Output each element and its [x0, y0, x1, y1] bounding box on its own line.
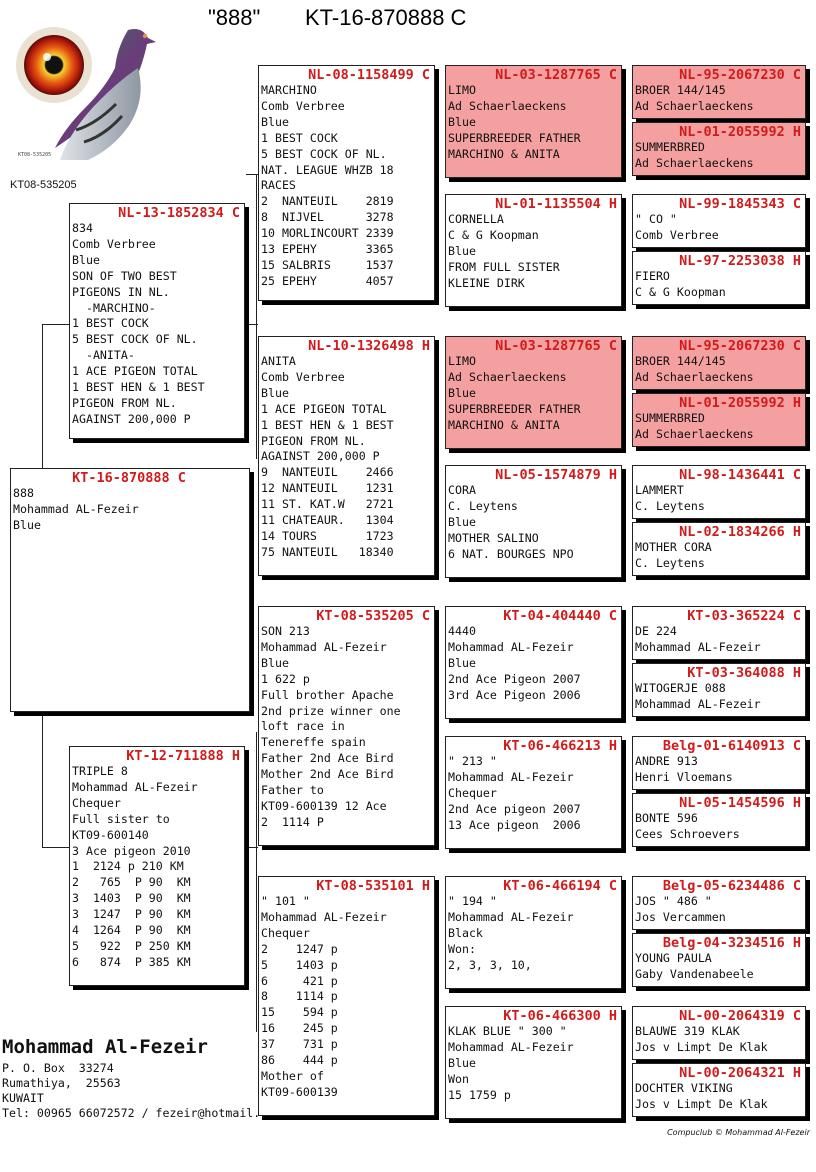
sire-card[interactable]	[69, 203, 245, 439]
info-line: 8 1114 p	[261, 989, 338, 1004]
owner-name: Mohammad Al-Fezeir	[2, 1036, 208, 1058]
info-line: 1 BEST HEN & 1 BEST	[72, 380, 205, 395]
ring-number: NL-00-2064321 H	[679, 1065, 801, 1081]
great-grandparent-card[interactable]	[445, 876, 622, 989]
ring-number: KT-06-466194 C	[503, 878, 617, 894]
photo-caption: KT08-535205	[18, 152, 52, 158]
info-line: 1 BEST COCK	[261, 130, 338, 145]
ring-number: NL-02-1834266 H	[679, 524, 801, 540]
info-line: Blue	[448, 655, 476, 670]
great-grandparent-card[interactable]	[445, 194, 622, 307]
info-line: 2nd Ace Pigeon 2007	[448, 671, 581, 686]
ring-number: NL-08-1158499 C	[308, 67, 430, 83]
grandparent-card[interactable]	[258, 65, 435, 301]
connector	[256, 174, 257, 459]
info-line: MARCHINO & ANITA	[448, 417, 560, 432]
info-line: Cees Schroevers	[635, 826, 740, 841]
info-line: 5 BEST COCK OF NL.	[72, 332, 198, 347]
info-line: 3rd Ace Pigeon 2006	[448, 687, 581, 702]
info-line: Ad Schaerlaeckens	[448, 369, 567, 384]
info-line: 2, 3, 3, 10,	[448, 957, 532, 972]
info-line: C & G Koopman	[448, 227, 539, 242]
info-line: DE 224	[635, 624, 677, 638]
info-line: Comb Verbree	[635, 227, 719, 242]
info-line: 1 ACE PIGEON TOTAL	[72, 364, 198, 379]
info-line: " 101 "	[261, 894, 310, 908]
ring-number: NL-00-2064319 C	[679, 1008, 801, 1024]
info-line: 8 NIJVEL 3278	[261, 210, 394, 225]
info-line: Mohammad AL-Fezeir	[261, 909, 387, 924]
info-line: Father to	[261, 783, 324, 798]
great-grandparent-card[interactable]	[445, 736, 622, 849]
info-line: Won:	[448, 941, 476, 956]
info-line: Mohammad AL-Fezeir	[261, 639, 387, 654]
info-line: 15 1759 p	[448, 1087, 511, 1102]
info-line: NAT. LEAGUE WHZB 18	[261, 162, 394, 177]
info-line: 5 1403 p	[261, 957, 338, 972]
info-line: SON 213	[261, 624, 310, 638]
ring-number: NL-98-1436441 C	[679, 467, 801, 483]
info-line: 4440	[448, 624, 476, 638]
info-line: Blue	[72, 252, 100, 267]
info-line: KT09-600140	[72, 827, 149, 842]
info-line: 13 EPEHY 3365	[261, 242, 394, 257]
gg-grandparent-card[interactable]	[632, 522, 806, 576]
ring-number: NL-95-2067230 C	[679, 338, 801, 354]
info-line: Father 2nd Ace Bird	[261, 751, 394, 766]
info-line: SUPERBREEDER FATHER	[448, 401, 581, 416]
connector	[256, 732, 257, 1032]
info-line: Blue	[448, 243, 476, 258]
info-line: 1 BEST COCK	[72, 316, 149, 331]
info-line: ANDRE 913	[635, 754, 698, 768]
info-line: Mohammad AL-Fezeir	[448, 769, 574, 784]
info-line: 834	[72, 221, 93, 235]
info-line: 37 731 p	[261, 1037, 338, 1052]
owner-contact	[2, 1061, 260, 1121]
info-line: ANITA	[261, 354, 296, 368]
info-line: 16 245 p	[261, 1021, 338, 1036]
photo-label: KT08-535205	[10, 179, 77, 191]
info-line: 86 444 p	[261, 1053, 338, 1068]
great-grandparent-card[interactable]	[445, 1006, 622, 1119]
great-grandparent-card[interactable]	[445, 65, 622, 178]
info-line: Comb Verbree	[72, 236, 156, 251]
info-line: " CO "	[635, 212, 677, 226]
info-line: Mohammad AL-Fezeir	[448, 1039, 574, 1054]
info-line: TRIPLE 8	[72, 764, 128, 778]
info-line: SUPERBREEDER FATHER	[448, 130, 581, 145]
connector	[42, 847, 69, 848]
great-grandparent-card[interactable]	[445, 465, 622, 578]
info-line: Blue	[448, 385, 476, 400]
info-line: 11 CHATEAUR. 1304	[261, 513, 394, 528]
info-line: -MARCHINO-	[72, 300, 156, 315]
info-line: 25 EPEHY 4057	[261, 273, 394, 288]
pigeon-photo	[6, 10, 166, 168]
grandparent-card[interactable]	[258, 336, 435, 576]
ring-number: NL-99-1845343 C	[679, 196, 801, 212]
info-line: 2 765 P 90 KM	[72, 875, 191, 890]
info-line: Mohammad AL-Fezeir	[13, 501, 139, 516]
info-line: Ad Schaerlaeckens	[635, 369, 754, 384]
info-line: 15 SALBRIS 1537	[261, 257, 394, 272]
connector	[42, 324, 69, 325]
ring-number: NL-95-2067230 C	[679, 67, 801, 83]
info-line: Ad Schaerlaeckens	[635, 98, 754, 113]
info-line: " 194 "	[448, 894, 497, 908]
info-line: Blue	[448, 1055, 476, 1070]
info-line: Full brother Apache	[261, 687, 394, 702]
info-line: Full sister to	[72, 811, 170, 826]
info-line: Chequer	[448, 785, 497, 800]
pigeon-name-title: "888"	[208, 5, 261, 30]
ring-number: KT-06-466300 H	[503, 1008, 617, 1024]
footer-credit: Compuclub © Mohammad Al-Fezeir	[667, 1128, 810, 1137]
info-line: Jos v Limpt De Klak	[635, 1039, 768, 1054]
info-line: C & G Koopman	[635, 284, 726, 299]
info-line: 6 NAT. BOURGES NPO	[448, 546, 574, 561]
info-line: Chequer	[72, 795, 121, 810]
info-line: SUMMERBRED	[635, 411, 705, 425]
info-line: WITOGERJE 088	[635, 681, 726, 695]
info-line: -ANITA-	[72, 348, 135, 363]
connector	[42, 324, 43, 469]
ring-number: KT-16-870888 C	[72, 470, 186, 486]
gg-grandparent-card[interactable]	[632, 933, 806, 987]
info-line: 3 1403 P 90 KM	[72, 891, 191, 906]
info-line: 5 BEST COCK OF NL.	[261, 146, 387, 161]
info-line: Blue	[448, 514, 476, 529]
info-line: 10 MORLINCOURT 2339	[261, 226, 394, 241]
info-line: CORNELLA	[448, 212, 504, 226]
info-line: PIGEON FROM NL.	[72, 395, 177, 410]
info-line: 13 Ace pigeon 2006	[448, 817, 581, 832]
info-line: C. Leytens	[635, 498, 705, 513]
info-line: Mohammad AL-Fezeir	[635, 696, 761, 711]
info-line: MARCHINO	[261, 83, 317, 97]
info-line: LIMO	[448, 354, 476, 368]
info-line: Blue	[13, 517, 41, 532]
info-line: 3 1247 P 90 KM	[72, 907, 191, 922]
owner-phone-email: Tel: 00965 66072572 / fezeir@hotmail.	[2, 1106, 261, 1120]
ring-number: KT-06-466213 H	[503, 738, 617, 754]
info-line: 15 594 p	[261, 1005, 338, 1020]
ring-number: KT-12-711888 H	[126, 748, 240, 764]
info-line: 1 BEST HEN & 1 BEST	[261, 417, 394, 432]
info-line: 11 ST. KAT.W 2721	[261, 497, 394, 512]
gg-grandparent-card[interactable]	[632, 876, 806, 930]
info-line: DOCHTER VIKING	[635, 1081, 733, 1095]
ring-number: NL-05-1454596 H	[679, 795, 801, 811]
info-line: Ad Schaerlaeckens	[448, 98, 567, 113]
info-line: RACES	[261, 178, 296, 193]
info-line: 6 421 p	[261, 973, 338, 988]
ring-number: NL-10-1326498 H	[308, 338, 430, 354]
gg-grandparent-card[interactable]	[632, 1063, 806, 1117]
ring-number: Belg-01-6140913 C	[662, 738, 801, 754]
ring-number: NL-03-1287765 C	[495, 67, 617, 83]
ring-number: NL-01-2055992 H	[679, 124, 801, 140]
ring-number: NL-01-1135504 H	[495, 196, 617, 212]
info-line: Jos v Limpt De Klak	[635, 1096, 768, 1111]
gg-grandparent-card[interactable]	[632, 663, 806, 717]
connector	[42, 712, 43, 847]
info-line: 2nd prize winner one	[261, 703, 401, 718]
gg-grandparent-card[interactable]	[632, 736, 806, 790]
info-line: Black	[448, 925, 483, 940]
ring-number: Belg-05-6234486 C	[662, 878, 801, 894]
info-line: MOTHER SALINO	[448, 530, 539, 545]
gg-grandparent-card[interactable]	[632, 465, 806, 519]
info-line: BROER 144/145	[635, 83, 726, 97]
info-line: LIMO	[448, 83, 476, 97]
info-line: " 213 "	[448, 754, 497, 768]
info-line: KLEINE DIRK	[448, 275, 525, 290]
ring-number: NL-03-1287765 C	[495, 338, 617, 354]
info-line: 2nd Ace pigeon 2007	[448, 801, 581, 816]
info-line: Won	[448, 1071, 469, 1086]
ring-number: NL-01-2055992 H	[679, 395, 801, 411]
info-line: Comb Verbree	[261, 369, 345, 384]
info-line: 3 Ace pigeon 2010	[72, 843, 191, 858]
info-line: Mother of	[261, 1068, 324, 1083]
info-line: 2 1114 P	[261, 814, 324, 829]
info-line: AGAINST 200,000 P	[261, 449, 380, 464]
info-line: 1 622 p	[261, 671, 310, 686]
info-line: BONTE 596	[635, 811, 698, 825]
info-line: Ad Schaerlaeckens	[635, 426, 754, 441]
info-line: JOS " 486 "	[635, 894, 712, 908]
info-line: Blue	[261, 655, 289, 670]
info-line: FROM FULL SISTER	[448, 259, 560, 274]
ring-number: NL-05-1574879 H	[495, 467, 617, 483]
pigeon-ring-title: KT-16-870888 C	[305, 5, 467, 30]
info-line: SUMMERBRED	[635, 140, 705, 154]
info-line: AGAINST 200,000 P	[72, 411, 191, 426]
info-line: FIERO	[635, 269, 670, 283]
info-line: 5 922 P 250 KM	[72, 938, 191, 953]
info-line: Mohammad AL-Fezeir	[72, 779, 198, 794]
ring-number: KT-03-365224 C	[687, 608, 801, 624]
info-line: 9 NANTEUIL 2466	[261, 465, 394, 480]
gg-grandparent-card[interactable]	[632, 1006, 806, 1060]
info-line: loft race in	[261, 719, 345, 734]
info-line: 888	[13, 486, 34, 500]
great-grandparent-card[interactable]	[445, 336, 622, 449]
gg-grandparent-card[interactable]	[632, 65, 806, 119]
info-line: Blue	[261, 114, 289, 129]
info-line: KT09-600139	[261, 1084, 338, 1099]
gg-grandparent-card[interactable]	[632, 606, 806, 660]
info-line: MOTHER CORA	[635, 540, 712, 554]
ring-number: NL-13-1852834 C	[118, 205, 240, 221]
info-line: LAMMERT	[635, 483, 684, 497]
gg-grandparent-card[interactable]	[632, 251, 806, 305]
info-line: 4 1264 P 90 KM	[72, 923, 191, 938]
info-line: SON OF TWO BEST	[72, 268, 177, 283]
info-line: BLAUWE 319 KLAK	[635, 1024, 740, 1038]
gg-grandparent-card[interactable]	[632, 122, 806, 176]
info-line: KLAK BLUE " 300 "	[448, 1024, 567, 1038]
info-line: MARCHINO & ANITA	[448, 146, 560, 161]
ring-number: KT-08-535205 C	[316, 608, 430, 624]
ring-number: KT-04-404440 C	[503, 608, 617, 624]
info-line: Mother 2nd Ace Bird	[261, 767, 394, 782]
info-line: Blue	[448, 114, 476, 129]
info-line: Mohammad AL-Fezeir	[448, 639, 574, 654]
info-line: 12 NANTEUIL 1231	[261, 481, 394, 496]
info-line: Jos Vercammen	[635, 909, 726, 924]
owner-address-line: KUWAIT	[2, 1091, 44, 1105]
info-line: Tenereffe spain	[261, 735, 366, 750]
ring-number: Belg-04-3234516 H	[662, 935, 801, 951]
info-line: Comb Verbree	[261, 98, 345, 113]
info-line: PIGEON FROM NL.	[261, 433, 366, 448]
info-line: BROER 144/145	[635, 354, 726, 368]
info-line: Mohammad AL-Fezeir	[448, 909, 574, 924]
info-line: 1 ACE PIGEON TOTAL	[261, 401, 387, 416]
info-line: Mohammad AL-Fezeir	[635, 639, 761, 654]
ring-number: KT-03-364088 H	[687, 665, 801, 681]
info-line: C. Leytens	[635, 555, 705, 570]
info-line: PIGEONS IN NL.	[72, 284, 170, 299]
info-line: 2 1247 p	[261, 941, 338, 956]
info-line: Gaby Vandenabeele	[635, 966, 754, 981]
ring-number: KT-08-535101 H	[316, 878, 430, 894]
info-line: KT09-600139 12 Ace	[261, 798, 387, 813]
grandparent-card[interactable]	[258, 606, 435, 846]
info-line: YOUNG PAULA	[635, 951, 712, 965]
info-line: 1 2124 p 210 KM	[72, 859, 184, 874]
info-line: 6 874 P 385 KM	[72, 954, 191, 969]
info-line: 2 NANTEUIL 2819	[261, 194, 394, 209]
ring-number: NL-97-2253038 H	[679, 253, 801, 269]
info-line: CORA	[448, 483, 476, 497]
gg-grandparent-card[interactable]	[632, 393, 806, 447]
grandparent-card[interactable]	[258, 876, 435, 1116]
gg-grandparent-card[interactable]	[632, 336, 806, 390]
info-line: Chequer	[261, 925, 310, 940]
info-line: 75 NANTEUIL 18340	[261, 544, 394, 559]
info-line: Henri Vloemans	[635, 769, 733, 784]
owner-address-line: P. O. Box 33274	[2, 1061, 114, 1075]
gg-grandparent-card[interactable]	[632, 793, 806, 847]
info-line: Ad Schaerlaeckens	[635, 155, 754, 170]
great-grandparent-card[interactable]	[445, 606, 622, 719]
gg-grandparent-card[interactable]	[632, 194, 806, 248]
info-line: 14 TOURS 1723	[261, 528, 394, 543]
info-line: C. Leytens	[448, 498, 518, 513]
dam-card[interactable]	[69, 746, 245, 986]
info-line: Blue	[261, 385, 289, 400]
subject-pigeon-card[interactable]	[10, 468, 250, 712]
owner-address-line: Rumathiya, 25563	[2, 1076, 121, 1090]
